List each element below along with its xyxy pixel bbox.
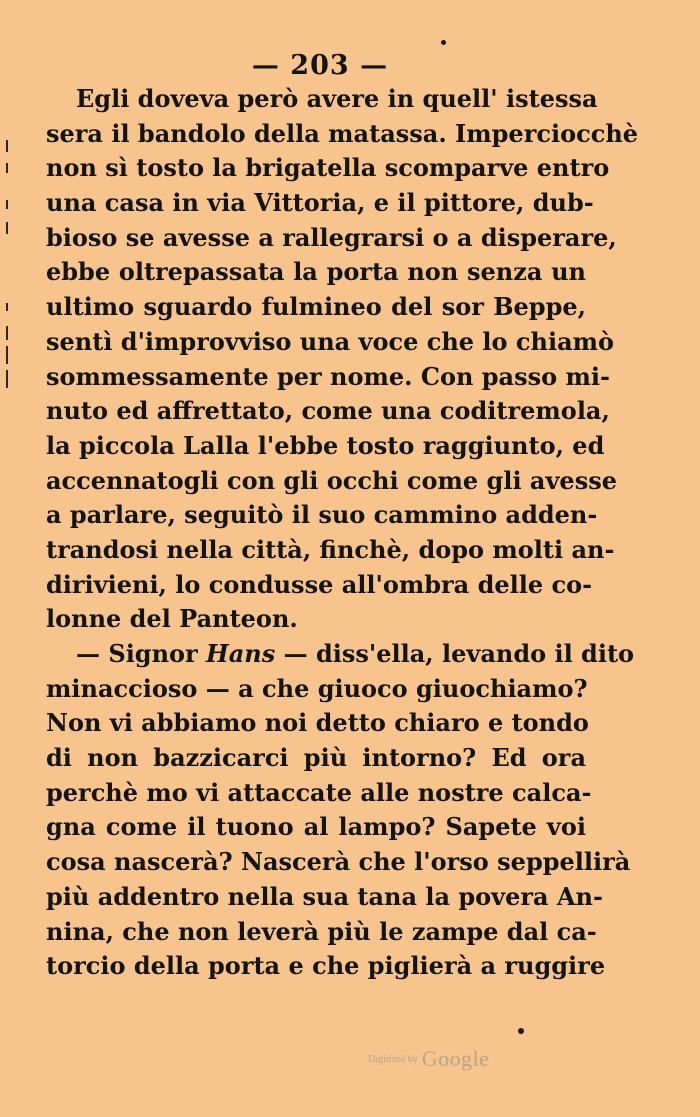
text-line: trandosi nella città, finchè, dopo molti an- bbox=[46, 534, 615, 564]
italic-name: Hans bbox=[206, 639, 276, 668]
text-line: sommessamente per nome. Con passo mi- bbox=[46, 361, 610, 391]
text-line: una casa in via Vittoria, e il pittore, dub- bbox=[46, 188, 594, 218]
text-line: nuto ed affrettato, come una coditremola, bbox=[46, 396, 610, 426]
margin-mark bbox=[6, 346, 8, 364]
margin-mark bbox=[6, 200, 8, 209]
margin-mark bbox=[6, 163, 8, 173]
margin-mark bbox=[6, 370, 8, 388]
text-line: a parlare, seguitò il suo cammino adden- bbox=[46, 500, 598, 530]
page-number: — 203 — bbox=[251, 50, 389, 81]
text-line: perchè mo vi attaccate alle nostre calca- bbox=[46, 777, 592, 807]
text-line: cosa nascerà? Nascerà che l'orso seppellirà bbox=[46, 847, 631, 877]
margin-mark bbox=[6, 303, 8, 311]
paragraph-1 bbox=[46, 82, 639, 637]
text-line: più addentro nella sua tana la povera An- bbox=[46, 881, 603, 911]
text-line: di non bazzicarci più intorno? Ed ora bbox=[46, 743, 586, 773]
text-line: dirivieni, lo condusse all'ombra delle co- bbox=[46, 569, 593, 599]
text-line: lonne del Panteon. bbox=[46, 604, 298, 634]
text-line: accennatogli con gli occhi come gli avesse bbox=[46, 465, 617, 495]
text-line: la piccola Lalla l'ebbe tosto raggiunto, ed bbox=[46, 430, 605, 460]
text-line: ultimo sguardo fulmineo del sor Beppe, bbox=[46, 292, 586, 322]
margin-mark bbox=[6, 222, 8, 234]
text-line: gna come il tuono al lampo? Sapete voi bbox=[46, 812, 586, 842]
dialogue-text: — diss'ella, levando il dito bbox=[275, 639, 635, 668]
text-line: ebbe oltrepassata la porta non senza un bbox=[46, 257, 586, 287]
text-line: sentì d'improvviso una voce che lo chiamò bbox=[46, 326, 615, 356]
text-line: nina, che non leverà più le zampe dal ca- bbox=[46, 916, 597, 946]
margin-mark bbox=[6, 140, 8, 152]
text-line bbox=[46, 637, 635, 672]
text-line: bioso se avesse a rallegrarsi o a disperare, bbox=[46, 222, 617, 252]
body-text bbox=[46, 82, 639, 984]
digitized-by-google-watermark bbox=[368, 1046, 489, 1072]
text-line: Non vi abbiamo noi detto chiaro e tondo bbox=[46, 708, 589, 738]
watermark-caption: Digitized by bbox=[368, 1053, 418, 1065]
ink-speck-top bbox=[441, 40, 446, 45]
text-line: non sì tosto la brigatella scomparve entro bbox=[46, 153, 610, 183]
text-line: minaccioso — a che giuoco giuochiamo? bbox=[46, 673, 588, 703]
text-line: torcio della porta e che piglierà a ruggire bbox=[46, 951, 606, 981]
text-line: sera il bandolo della matassa. Imperciocchè bbox=[46, 118, 639, 148]
ink-speck-bottom bbox=[518, 1028, 524, 1034]
google-logo: Google bbox=[421, 1046, 490, 1071]
text-line: Egli doveva però avere in quell' istessa bbox=[76, 84, 598, 113]
paragraph-2 bbox=[46, 637, 635, 984]
dialogue-dash-text: — Signor bbox=[76, 639, 207, 668]
margin-mark bbox=[6, 326, 8, 340]
